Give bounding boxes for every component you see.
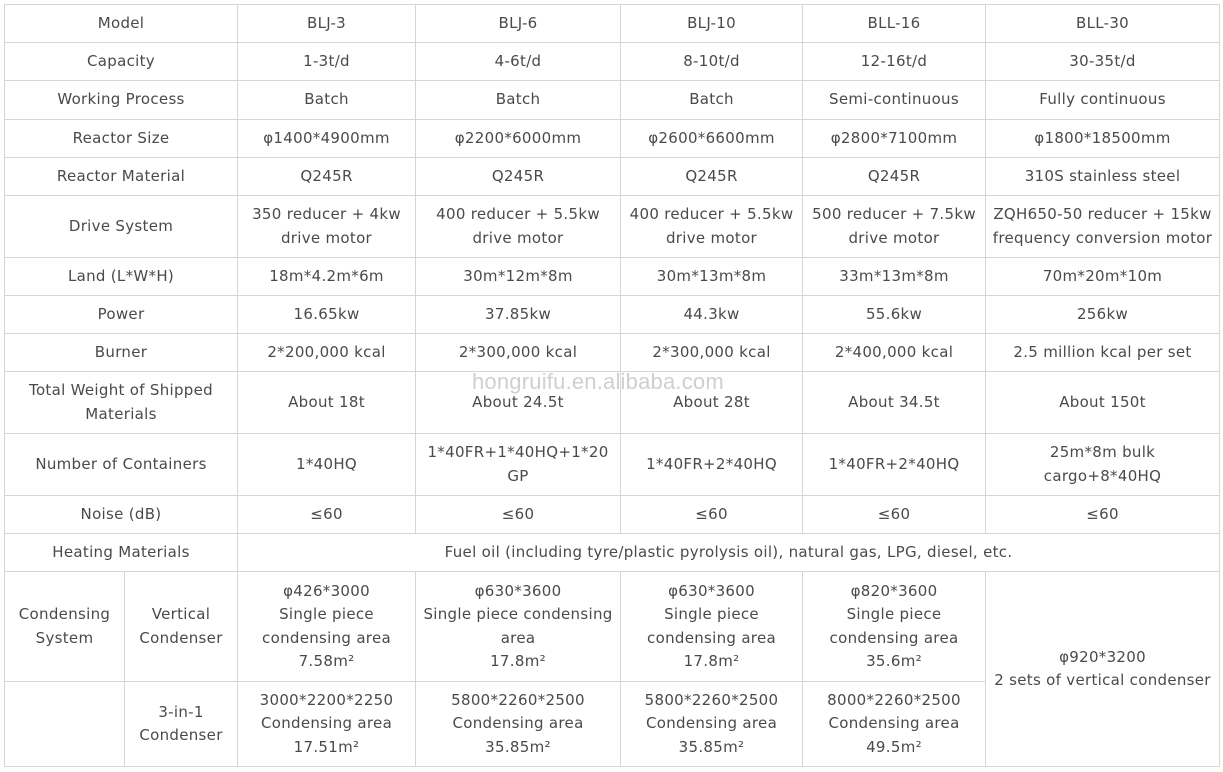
- cell-line: 1*40FR+2*40HQ: [646, 454, 777, 473]
- table-cell: [238, 572, 416, 682]
- cell-line: condensing area: [262, 628, 391, 647]
- label-line: Condenser: [139, 628, 223, 647]
- table-cell: φ2200*6000mm: [416, 120, 621, 158]
- cell-line: ZQH650-50 reducer + 15kw: [993, 205, 1212, 223]
- cell-line: φ920*3200: [1059, 647, 1146, 666]
- row-land: [5, 258, 1220, 296]
- model-header: BLL-30: [986, 5, 1220, 43]
- table-cell: [621, 196, 803, 258]
- table-cell: 256kw: [986, 296, 1220, 334]
- row-label: Land (L*W*H): [5, 258, 238, 296]
- cell-line: area: [500, 628, 536, 647]
- cell-line: 35.85m²: [678, 737, 745, 756]
- label-line: Vertical: [151, 605, 211, 623]
- table-cell: [986, 572, 1220, 767]
- condensing-system-label: [5, 572, 125, 682]
- row-label: Capacity: [5, 43, 238, 81]
- label-line: System: [35, 628, 94, 647]
- table-cell: 2*400,000 kcal: [803, 334, 986, 372]
- row-label: [5, 372, 238, 434]
- row-reactor-size: [5, 120, 1220, 158]
- label-line: 3-in-1: [158, 702, 204, 721]
- cell-line: Condensing area: [452, 714, 584, 733]
- table-cell: [416, 682, 621, 767]
- table-cell: [621, 572, 803, 682]
- cell-line: φ426*3000: [283, 581, 370, 600]
- cell-line: 17.8m²: [683, 652, 740, 670]
- table-cell: 33m*13m*8m: [803, 258, 986, 296]
- table-cell: [621, 434, 803, 496]
- table-cell: 8-10t/d: [621, 43, 803, 81]
- table-cell: 2*300,000 kcal: [621, 334, 803, 372]
- table-cell: Fully continuous: [986, 81, 1220, 120]
- row-label: Burner: [5, 334, 238, 372]
- cell-line: frequency conversion motor: [992, 228, 1213, 247]
- table-cell: About 34.5t: [803, 372, 986, 434]
- table-cell: [621, 682, 803, 767]
- cell-line: φ630*3600: [668, 581, 755, 600]
- table-cell: 37.85kw: [416, 296, 621, 334]
- row-label: Drive System: [5, 196, 238, 258]
- table-cell: About 24.5t: [416, 372, 621, 434]
- row-capacity: [5, 43, 1220, 81]
- table-cell: ≤60: [416, 496, 621, 534]
- row-burner: [5, 334, 1220, 372]
- cell-line: 1*40FR+2*40HQ: [828, 454, 960, 473]
- table-cell: [803, 682, 986, 767]
- table-cell: [416, 196, 621, 258]
- cell-line: 2 sets of vertical condenser: [994, 671, 1211, 689]
- row-heating: [5, 534, 1220, 572]
- row-working-process: [5, 81, 1220, 120]
- cell-line: Single piece: [279, 605, 374, 623]
- table-cell: [803, 196, 986, 258]
- model-header: BLJ-10: [621, 5, 803, 43]
- table-cell: Fuel oil (including tyre/plastic pyrolysis oil), natural gas, LPG, diesel, etc.: [238, 534, 1220, 572]
- cell-line: Single piece: [664, 605, 759, 623]
- row-label: Working Process: [5, 81, 238, 120]
- table-cell: 30m*12m*8m: [416, 258, 621, 296]
- table-cell: ≤60: [238, 496, 416, 534]
- table-cell: 4-6t/d: [416, 43, 621, 81]
- table-cell: φ2800*7100mm: [803, 120, 986, 158]
- cell-line: drive motor: [472, 228, 564, 247]
- table-cell: ≤60: [986, 496, 1220, 534]
- cell-line: 17.8m²: [490, 652, 546, 670]
- model-header: BLJ-6: [416, 5, 621, 43]
- spec-table: [4, 4, 1220, 767]
- table-cell: 310S stainless steel: [986, 158, 1220, 196]
- table-cell: [803, 572, 986, 682]
- table-cell: ≤60: [621, 496, 803, 534]
- model-header: BLL-16: [803, 5, 986, 43]
- row-total-weight: [5, 372, 1220, 434]
- table-cell: [416, 434, 621, 496]
- table-cell: 1-3t/d: [238, 43, 416, 81]
- label-line: Total Weight of Shipped: [29, 381, 213, 399]
- row-label: Noise (dB): [5, 496, 238, 534]
- table-cell: About 28t: [621, 372, 803, 434]
- table-cell: About 150t: [986, 372, 1220, 434]
- model-header: BLJ-3: [238, 5, 416, 43]
- cell-line: Single piece: [846, 605, 942, 623]
- row-label: [125, 682, 238, 767]
- label-line: Materials: [85, 404, 157, 423]
- row-vertical-condenser: [5, 572, 1220, 682]
- table-cell: 2*300,000 kcal: [416, 334, 621, 372]
- table-cell: φ1400*4900mm: [238, 120, 416, 158]
- cell-line: 49.5m²: [866, 737, 922, 756]
- cell-line: 1*40FR+1*40HQ+1*20: [427, 443, 609, 461]
- cell-line: condensing area: [647, 628, 776, 647]
- row-label: Number of Containers: [5, 434, 238, 496]
- table-cell: Semi-continuous: [803, 81, 986, 120]
- row-containers: [5, 434, 1220, 496]
- cell-line: φ630*3600: [474, 581, 562, 600]
- table-cell: Q245R: [416, 158, 621, 196]
- cell-line: 7.58m²: [298, 652, 355, 670]
- label-line: Condensing: [18, 605, 111, 623]
- table-cell: 44.3kw: [621, 296, 803, 334]
- label-line: Condenser: [139, 726, 223, 744]
- row-power: [5, 296, 1220, 334]
- cell-line: Single piece condensing: [423, 605, 613, 623]
- cell-line: 400 reducer + 5.5kw: [629, 205, 794, 223]
- cell-line: 1*40HQ: [296, 454, 358, 473]
- table-cell: 30m*13m*8m: [621, 258, 803, 296]
- table-cell: φ2600*6600mm: [621, 120, 803, 158]
- table-cell: Batch: [621, 81, 803, 120]
- cell-line: drive motor: [280, 228, 373, 247]
- table-cell: Batch: [416, 81, 621, 120]
- cell-line: Condensing area: [260, 714, 393, 733]
- cell-line: 350 reducer + 4kw: [252, 205, 401, 223]
- table-cell: 2*200,000 kcal: [238, 334, 416, 372]
- watermark: hongruifu.en.alibaba.com: [472, 369, 724, 394]
- table-cell: [416, 572, 621, 682]
- row-label: Reactor Size: [5, 120, 238, 158]
- cell-line: 5800*2260*2500: [644, 690, 779, 709]
- cell-line: 35.85m²: [485, 737, 551, 756]
- row-label: Heating Materials: [5, 534, 238, 572]
- cell-line: 3000*2200*2250: [259, 690, 394, 709]
- row-noise: [5, 496, 1220, 534]
- cell-line: GP: [507, 466, 529, 485]
- row-model: [5, 5, 1220, 43]
- cell-line: 500 reducer + 7.5kw: [812, 205, 976, 223]
- row-label: Reactor Material: [5, 158, 238, 196]
- cell-line: Condensing area: [645, 714, 778, 733]
- cell-line: φ820*3600: [850, 581, 938, 600]
- cell-line: Condensing area: [828, 714, 960, 733]
- table-cell: Q245R: [803, 158, 986, 196]
- cell-line: cargo+8*40HQ: [1043, 466, 1162, 485]
- table-cell: [238, 196, 416, 258]
- table-cell: Q245R: [621, 158, 803, 196]
- table-cell: 55.6kw: [803, 296, 986, 334]
- table-cell: Q245R: [238, 158, 416, 196]
- table-cell: [238, 434, 416, 496]
- cell-line: condensing area: [829, 628, 959, 647]
- cell-line: 25m*8m bulk: [1049, 443, 1156, 461]
- row-label: [125, 572, 238, 682]
- cell-line: 400 reducer + 5.5kw: [436, 205, 600, 223]
- cell-line: 35.6m²: [866, 652, 922, 670]
- cell-line: 5800*2260*2500: [451, 690, 585, 709]
- cell-line: drive motor: [665, 228, 758, 247]
- table-cell: 30-35t/d: [986, 43, 1220, 81]
- table-cell: 70m*20m*10m: [986, 258, 1220, 296]
- table-cell: 18m*4.2m*6m: [238, 258, 416, 296]
- table-cell: [803, 434, 986, 496]
- table-cell: [986, 196, 1220, 258]
- row-label: Power: [5, 296, 238, 334]
- table-cell: ≤60: [803, 496, 986, 534]
- table-cell: [986, 434, 1220, 496]
- table-cell: 12-16t/d: [803, 43, 986, 81]
- cell-line: 8000*2260*2500: [827, 690, 961, 709]
- empty-cell: [5, 682, 125, 767]
- cell-line: drive motor: [848, 228, 940, 247]
- table-cell: About 18t: [238, 372, 416, 434]
- row-reactor-material: [5, 158, 1220, 196]
- table-cell: [238, 682, 416, 767]
- cell-line: 17.51m²: [293, 737, 360, 756]
- table-cell: 2.5 million kcal per set: [986, 334, 1220, 372]
- row-drive-system: [5, 196, 1220, 258]
- row-label: Model: [5, 5, 238, 43]
- table-cell: 16.65kw: [238, 296, 416, 334]
- table-cell: Batch: [238, 81, 416, 120]
- table-cell: φ1800*18500mm: [986, 120, 1220, 158]
